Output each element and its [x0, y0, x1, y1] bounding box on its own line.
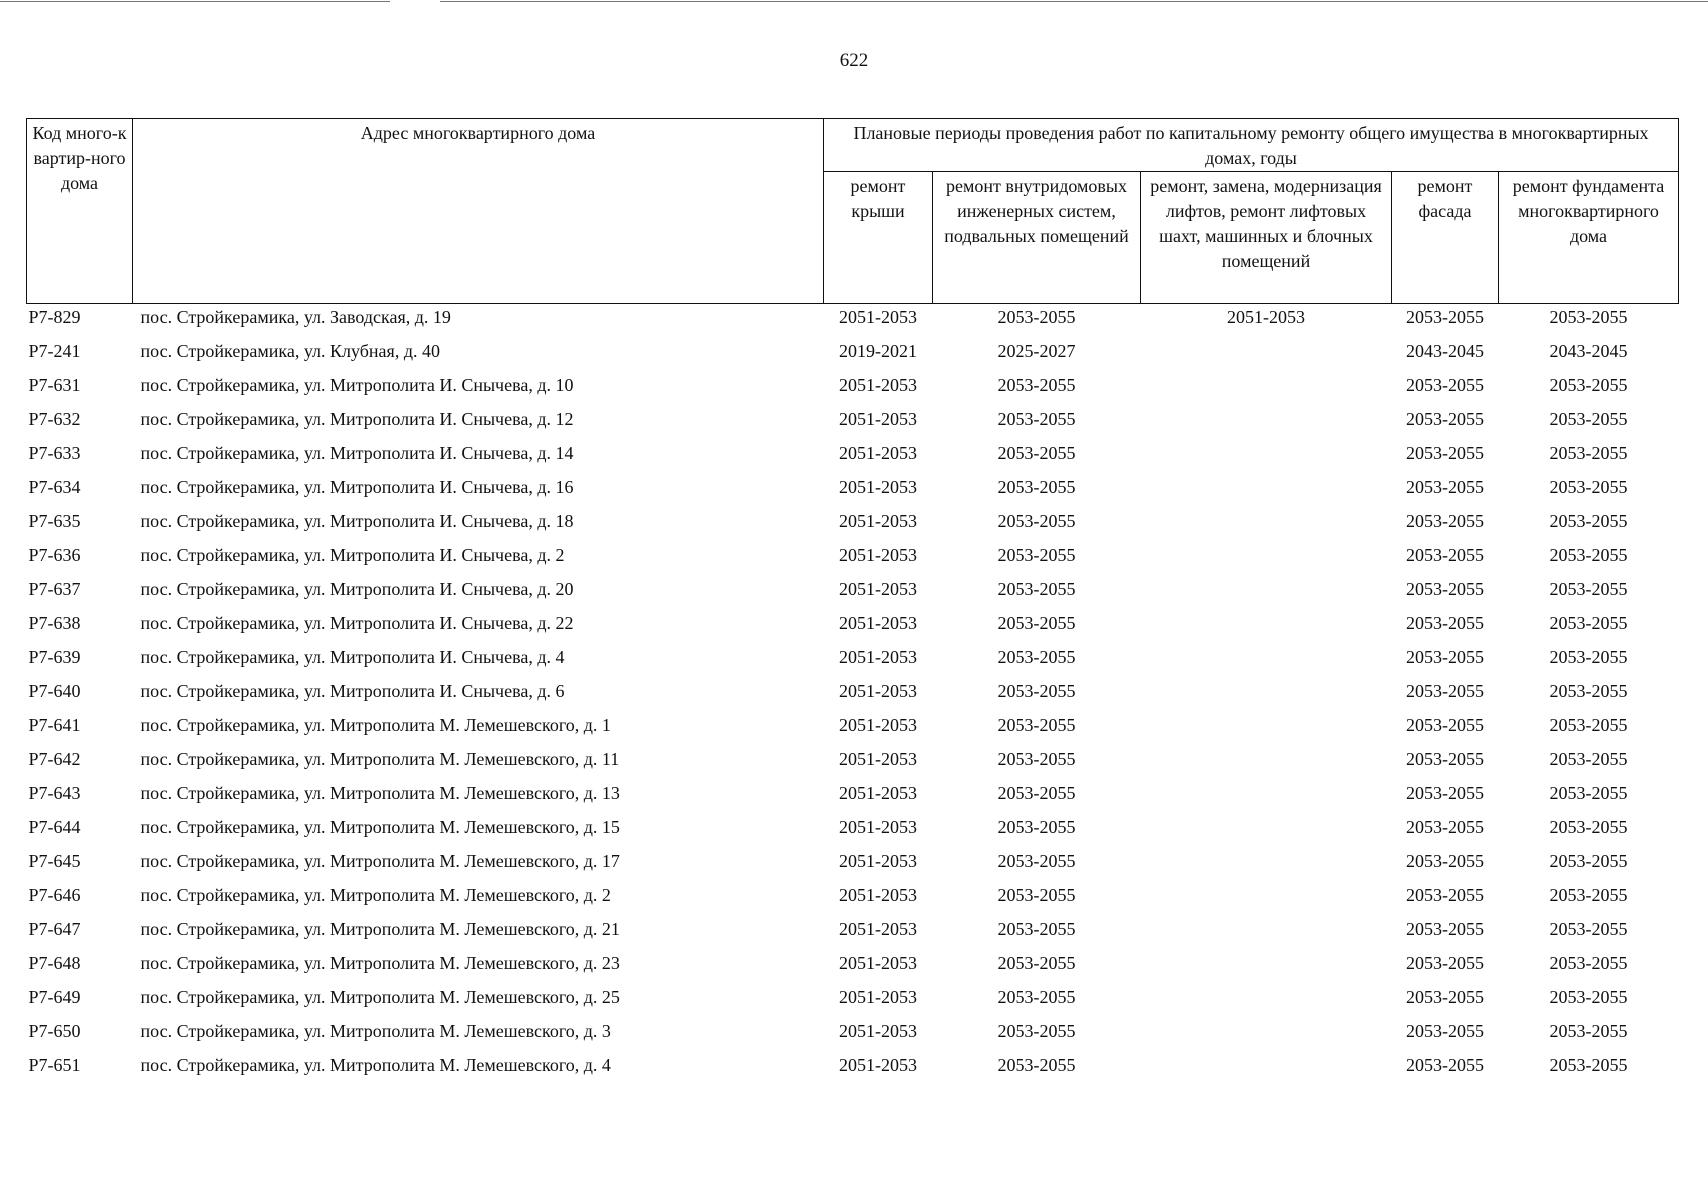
scan-edge-line-right	[440, 1, 1708, 2]
cell-facade: 2053-2055	[1406, 375, 1484, 395]
cell-systems: 2053-2055	[997, 511, 1076, 531]
cell-roof: 2051-2053	[839, 851, 917, 871]
table-row	[27, 883, 1679, 917]
cell-address: пос. Стройкерамика, ул. Митрополита М. Лемешевского, д. 2	[140, 885, 611, 905]
table-row	[27, 1019, 1679, 1053]
cell-elevators	[1141, 985, 1392, 1019]
cell-elevators	[1141, 475, 1392, 509]
cell-roof: 2051-2053	[839, 443, 917, 463]
header-code: Код много-квартир-ного дома	[27, 119, 133, 304]
cell-elevators	[1141, 611, 1392, 645]
cell-code: Р7-638	[28, 613, 81, 633]
cell-roof: 2051-2053	[839, 579, 917, 599]
cell-systems: 2053-2055	[997, 953, 1076, 973]
cell-address: пос. Стройкерамика, ул. Митрополита М. Лемешевского, д. 4	[140, 1055, 611, 1075]
cell-elevators	[1141, 1053, 1392, 1087]
cell-foundation: 2053-2055	[1549, 409, 1628, 429]
table-row	[27, 849, 1679, 883]
cell-roof: 2051-2053	[839, 953, 917, 973]
cell-facade: 2053-2055	[1406, 715, 1484, 735]
cell-roof: 2051-2053	[839, 715, 917, 735]
cell-roof: 2051-2053	[839, 1055, 917, 1075]
cell-address: пос. Стройкерамика, ул. Клубная, д. 40	[140, 341, 440, 361]
cell-address: пос. Стройкерамика, ул. Митрополита И. Снычева, д. 6	[140, 681, 565, 701]
cell-foundation: 2053-2055	[1549, 307, 1628, 327]
cell-address: пос. Стройкерамика, ул. Митрополита И. Снычева, д. 10	[140, 375, 574, 395]
table-header	[27, 119, 1679, 304]
header-roof: ремонт крыши	[824, 172, 933, 304]
cell-roof: 2051-2053	[839, 511, 917, 531]
cell-systems: 2053-2055	[997, 579, 1076, 599]
cell-elevators	[1141, 1019, 1392, 1053]
cell-foundation: 2053-2055	[1549, 851, 1628, 871]
cell-facade: 2053-2055	[1406, 851, 1484, 871]
cell-elevators	[1141, 815, 1392, 849]
cell-roof: 2051-2053	[839, 681, 917, 701]
cell-systems: 2053-2055	[997, 817, 1076, 837]
table-row	[27, 475, 1679, 509]
cell-address: пос. Стройкерамика, ул. Митрополита И. Снычева, д. 14	[140, 443, 574, 463]
cell-code: Р7-639	[28, 647, 81, 667]
header-periods-group: Плановые периоды проведения работ по капитальному ремонту общего имущества в многоквартирных домах, годы	[824, 119, 1679, 172]
cell-roof: 2051-2053	[839, 1021, 917, 1041]
cell-code: Р7-648	[28, 953, 81, 973]
cell-foundation: 2053-2055	[1549, 749, 1628, 769]
cell-foundation: 2053-2055	[1549, 919, 1628, 939]
cell-systems: 2053-2055	[997, 987, 1076, 1007]
cell-elevators	[1141, 849, 1392, 883]
cell-facade: 2053-2055	[1406, 749, 1484, 769]
cell-foundation: 2053-2055	[1549, 477, 1628, 497]
cell-facade: 2053-2055	[1406, 477, 1484, 497]
cell-code: Р7-241	[28, 341, 81, 361]
cell-code: Р7-643	[28, 783, 81, 803]
cell-roof: 2051-2053	[839, 307, 917, 327]
cell-address: пос. Стройкерамика, ул. Митрополита М. Лемешевского, д. 17	[140, 851, 620, 871]
cell-foundation: 2053-2055	[1549, 681, 1628, 701]
table-row	[27, 951, 1679, 985]
cell-elevators	[1141, 883, 1392, 917]
cell-roof: 2051-2053	[839, 749, 917, 769]
cell-code: Р7-651	[28, 1055, 81, 1075]
cell-roof: 2051-2053	[839, 885, 917, 905]
cell-systems: 2053-2055	[997, 1021, 1076, 1041]
cell-roof: 2019-2021	[839, 341, 917, 361]
cell-foundation: 2053-2055	[1549, 715, 1628, 735]
header-systems: ремонт внутридомовых инженерных систем, подвальных помещений	[933, 172, 1141, 304]
cell-code: Р7-644	[28, 817, 81, 837]
table-row	[27, 509, 1679, 543]
table-row	[27, 577, 1679, 611]
cell-systems: 2053-2055	[997, 919, 1076, 939]
cell-facade: 2053-2055	[1406, 443, 1484, 463]
cell-systems: 2053-2055	[997, 885, 1076, 905]
cell-foundation: 2053-2055	[1549, 1055, 1628, 1075]
header-facade: ремонт фасада	[1392, 172, 1499, 304]
cell-foundation: 2053-2055	[1549, 545, 1628, 565]
cell-address: пос. Стройкерамика, ул. Митрополита М. Лемешевского, д. 21	[140, 919, 620, 939]
cell-roof: 2051-2053	[839, 545, 917, 565]
table-row	[27, 543, 1679, 577]
header-address: Адрес многоквартирного дома	[133, 119, 824, 304]
cell-foundation: 2053-2055	[1549, 375, 1628, 395]
cell-facade: 2053-2055	[1406, 783, 1484, 803]
cell-facade: 2053-2055	[1406, 1021, 1484, 1041]
cell-systems: 2053-2055	[997, 647, 1076, 667]
cell-elevators	[1141, 645, 1392, 679]
cell-code: Р7-631	[28, 375, 81, 395]
table-row	[27, 645, 1679, 679]
cell-systems: 2053-2055	[997, 783, 1076, 803]
cell-foundation: 2043-2045	[1549, 341, 1628, 361]
cell-elevators: 2051-2053	[1227, 307, 1305, 327]
cell-systems: 2053-2055	[997, 681, 1076, 701]
table-body	[27, 304, 1679, 1088]
cell-facade: 2053-2055	[1406, 545, 1484, 565]
scan-edge-line-left	[0, 1, 390, 2]
cell-code: Р7-633	[28, 443, 81, 463]
cell-elevators	[1141, 747, 1392, 781]
cell-address: пос. Стройкерамика, ул. Митрополита И. Снычева, д. 22	[140, 613, 574, 633]
cell-facade: 2053-2055	[1406, 885, 1484, 905]
cell-roof: 2051-2053	[839, 477, 917, 497]
cell-foundation: 2053-2055	[1549, 511, 1628, 531]
cell-systems: 2053-2055	[997, 851, 1076, 871]
cell-code: Р7-650	[28, 1021, 81, 1041]
cell-address: пос. Стройкерамика, ул. Митрополита И. Снычева, д. 4	[140, 647, 565, 667]
cell-code: Р7-640	[28, 681, 81, 701]
cell-code: Р7-829	[28, 307, 81, 327]
cell-elevators	[1141, 373, 1392, 407]
cell-facade: 2053-2055	[1406, 919, 1484, 939]
table-row	[27, 713, 1679, 747]
capital-repair-table	[26, 118, 1679, 1087]
cell-systems: 2053-2055	[997, 613, 1076, 633]
cell-facade: 2053-2055	[1406, 647, 1484, 667]
table-row	[27, 679, 1679, 713]
cell-code: Р7-647	[28, 919, 81, 939]
cell-systems: 2053-2055	[997, 749, 1076, 769]
table-row	[27, 917, 1679, 951]
cell-elevators	[1141, 781, 1392, 815]
page-number: 622	[839, 50, 869, 71]
cell-foundation: 2053-2055	[1549, 647, 1628, 667]
cell-code: Р7-641	[28, 715, 81, 735]
cell-address: пос. Стройкерамика, ул. Митрополита И. Снычева, д. 20	[140, 579, 574, 599]
table-row	[27, 815, 1679, 849]
cell-address: пос. Стройкерамика, ул. Митрополита М. Лемешевского, д. 23	[140, 953, 620, 973]
cell-foundation: 2053-2055	[1549, 443, 1628, 463]
cell-code: Р7-634	[28, 477, 81, 497]
cell-roof: 2051-2053	[839, 409, 917, 429]
cell-address: пос. Стройкерамика, ул. Митрополита М. Лемешевского, д. 11	[140, 749, 620, 769]
cell-foundation: 2053-2055	[1549, 1021, 1628, 1041]
table-row	[27, 611, 1679, 645]
cell-foundation: 2053-2055	[1549, 817, 1628, 837]
cell-roof: 2051-2053	[839, 613, 917, 633]
cell-code: Р7-645	[28, 851, 81, 871]
cell-systems: 2053-2055	[997, 715, 1076, 735]
cell-systems: 2053-2055	[997, 409, 1076, 429]
cell-roof: 2051-2053	[839, 375, 917, 395]
cell-elevators	[1141, 951, 1392, 985]
cell-facade: 2053-2055	[1406, 681, 1484, 701]
cell-address: пос. Стройкерамика, ул. Митрополита И. Снычева, д. 12	[140, 409, 574, 429]
cell-facade: 2053-2055	[1406, 579, 1484, 599]
cell-elevators	[1141, 679, 1392, 713]
cell-address: пос. Стройкерамика, ул. Митрополита М. Лемешевского, д. 13	[140, 783, 620, 803]
cell-elevators	[1141, 577, 1392, 611]
cell-roof: 2051-2053	[839, 783, 917, 803]
cell-elevators	[1141, 543, 1392, 577]
cell-elevators	[1141, 509, 1392, 543]
cell-code: Р7-635	[28, 511, 81, 531]
cell-elevators	[1141, 441, 1392, 475]
cell-foundation: 2053-2055	[1549, 885, 1628, 905]
cell-facade: 2053-2055	[1406, 987, 1484, 1007]
cell-foundation: 2053-2055	[1549, 613, 1628, 633]
table-row	[27, 407, 1679, 441]
cell-address: пос. Стройкерамика, ул. Митрополита И. Снычева, д. 18	[140, 511, 574, 531]
cell-code: Р7-632	[28, 409, 81, 429]
cell-facade: 2053-2055	[1406, 613, 1484, 633]
cell-facade: 2053-2055	[1406, 817, 1484, 837]
cell-systems: 2053-2055	[997, 477, 1076, 497]
cell-address: пос. Стройкерамика, ул. Митрополита И. Снычева, д. 2	[140, 545, 565, 565]
cell-systems: 2025-2027	[997, 341, 1076, 361]
cell-address: пос. Стройкерамика, ул. Митрополита И. Снычева, д. 16	[140, 477, 574, 497]
cell-address: пос. Стройкерамика, ул. Заводская, д. 19	[140, 307, 451, 327]
cell-elevators	[1141, 339, 1392, 373]
cell-roof: 2051-2053	[839, 647, 917, 667]
cell-facade: 2053-2055	[1406, 953, 1484, 973]
cell-code: Р7-649	[28, 987, 81, 1007]
table-row	[27, 781, 1679, 815]
table-row	[27, 339, 1679, 373]
cell-facade: 2053-2055	[1406, 409, 1484, 429]
cell-systems: 2053-2055	[997, 375, 1076, 395]
cell-elevators	[1141, 407, 1392, 441]
header-foundation: ремонт фундамента многоквартирного дома	[1499, 172, 1679, 304]
cell-address: пос. Стройкерамика, ул. Митрополита М. Лемешевского, д. 15	[140, 817, 620, 837]
table-row	[27, 985, 1679, 1019]
cell-foundation: 2053-2055	[1549, 953, 1628, 973]
cell-systems: 2053-2055	[997, 443, 1076, 463]
cell-foundation: 2053-2055	[1549, 987, 1628, 1007]
table-row	[27, 747, 1679, 781]
cell-code: Р7-646	[28, 885, 81, 905]
table-row	[27, 1053, 1679, 1087]
cell-elevators	[1141, 917, 1392, 951]
cell-facade: 2053-2055	[1406, 511, 1484, 531]
cell-address: пос. Стройкерамика, ул. Митрополита М. Лемешевского, д. 3	[140, 1021, 611, 1041]
cell-systems: 2053-2055	[997, 307, 1076, 327]
table-row	[27, 304, 1679, 340]
cell-facade: 2043-2045	[1406, 341, 1484, 361]
cell-address: пос. Стройкерамика, ул. Митрополита М. Лемешевского, д. 1	[140, 715, 611, 735]
cell-address: пос. Стройкерамика, ул. Митрополита М. Лемешевского, д. 25	[140, 987, 620, 1007]
header-elevators: ремонт, замена, модернизация лифтов, ремонт лифтовых шахт, машинных и блочных помещений	[1141, 172, 1392, 304]
table-row	[27, 373, 1679, 407]
cell-roof: 2051-2053	[839, 987, 917, 1007]
cell-roof: 2051-2053	[839, 919, 917, 939]
table-row	[27, 441, 1679, 475]
cell-elevators	[1141, 713, 1392, 747]
cell-foundation: 2053-2055	[1549, 783, 1628, 803]
cell-roof: 2051-2053	[839, 817, 917, 837]
cell-code: Р7-637	[28, 579, 81, 599]
cell-systems: 2053-2055	[997, 1055, 1076, 1075]
cell-foundation: 2053-2055	[1549, 579, 1628, 599]
cell-code: Р7-642	[28, 749, 81, 769]
cell-code: Р7-636	[28, 545, 81, 565]
cell-systems: 2053-2055	[997, 545, 1076, 565]
cell-facade: 2053-2055	[1406, 307, 1484, 327]
cell-facade: 2053-2055	[1406, 1055, 1484, 1075]
